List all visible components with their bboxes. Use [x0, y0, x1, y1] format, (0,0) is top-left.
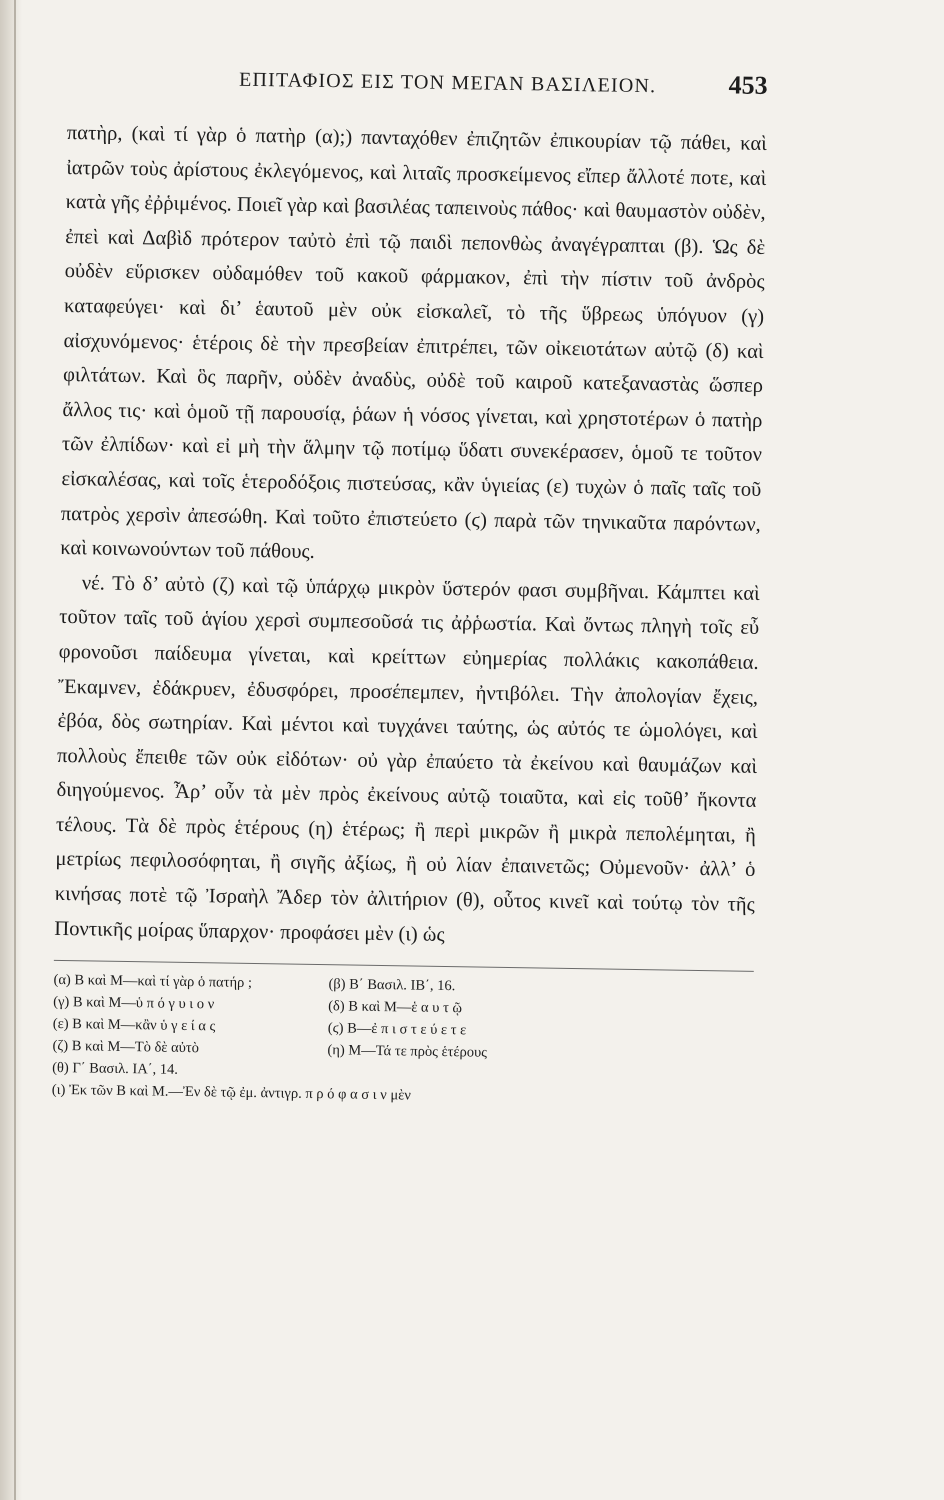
- footnotes: [52, 969, 754, 1112]
- footnote-gamma: (γ) Β καὶ Μ—ὑ π ό γ υ ι ο ν: [53, 994, 215, 1013]
- footnote-stigma: (ϛ) Β—ἐ π ι σ τ ε ύ ε τ ε: [327, 1020, 467, 1039]
- running-head: [67, 60, 768, 121]
- footnote-eta: (η) Μ—Τά τε πρὸς ἑτέρους: [327, 1042, 488, 1061]
- footnote-iota: (ι) Ἐκ τῶν Β καὶ Μ.—Ἐν δὲ τῷ ἐμ. ἀντιγρ. π ρ ό φ α σ ι ν μὲν: [51, 1082, 411, 1104]
- page-edge-line: [14, 0, 16, 1500]
- footnote-epsilon: (ε) Β καὶ Μ—κἂν ὑ γ ε ί α ς: [52, 1016, 216, 1035]
- page-number: 453: [728, 70, 768, 100]
- footnote-delta: (δ) Β καὶ Μ—ἑ α υ τ ῷ: [328, 998, 463, 1017]
- body-text: [54, 116, 767, 957]
- book-page: [52, 60, 768, 1112]
- footnote-beta: (β) Β΄ Βασιλ. ΙΒ΄, 16.: [328, 976, 456, 995]
- paragraph-2: νέ. Τὸ δ’ αὐτὸ (ζ) καὶ τῷ ὑπάρχῳ μικρὸν ὕστερόν φασι συμβῆναι. Κάμπτει καὶ τοῦτον ταῖς τοῦ ἁγίου χερσὶ συμπεσοῦσά τις ἀῤῥωστία. Καὶ ὄντως πληγὴ τοῖς εὖ φρονοῦσι παίδευμα γίνεται, καὶ κρείττων εὐημερίας πολλάκις κακοπάθεια. Ἔκαμνεν, ἐδάκρυεν, ἐδυσφόρει, προσέπεμπεν, ἠντιβόλει. Τὴν ἀπολογίαν ἔχεις, ἐβόα, δὸς σωτηρίαν. Καὶ μέντοι καὶ τυγχάνει ταύτης, ὡς αὐτός τε ὡμολόγει, καὶ πολλοὺς ἔπειθε τῶν οὐκ εἰδότων· οὐ γὰρ ἐπαύετο τὰ ἐκείνου καὶ θαυμάζων καὶ διηγούμενος. Ἆρ’ οὖν τὰ μὲν πρὸς ἐκείνους αὐτῷ τοιαῦτα, καὶ εἰς τοῦθ’ ἥκοντα τέλους. Τὰ δὲ πρὸς ἑτέρους (η) ἑτέρως; ἢ περὶ μικρῶν ἢ μικρὰ πεπολέμηται, ἢ μετρίως πεφιλοσόφηται, ἢ σιγῆς ἀξίως, ἢ οὐ λίαν ἐπαινετῶς; Οὐμενοῦν· ἀλλ’ ὁ κινήσας ποτὲ τῷ Ἰσραὴλ Ἄδερ τὸν ἀλιτήριον (θ), οὗτος κινεῖ καὶ τούτῳ τὸν τῆς Ποντικῆς μοίρας ὕπαρχον· προφάσει μὲν (ι) ὡς: [54, 572, 760, 946]
- footnote-zeta: (ζ) Β καὶ Μ—Τὸ δὲ αὐτὸ: [52, 1038, 200, 1057]
- footnote-alpha: (α) Β καὶ Μ—καὶ τί γὰρ ὁ πατήρ ;: [53, 972, 253, 992]
- paragraph-1: πατὴρ, (καὶ τί γὰρ ὁ πατὴρ (α);) πανταχόθεν ἐπιζητῶν ἐπικουρίαν τῷ πάθει, καὶ ἰατρῶν τοὺς ἀρίστους ἐκλεγόμενος, καὶ λιταῖς προσκείμενος εἴπερ ἄλλοτέ ποτε, καὶ κατὰ γῆς ἐῤῥιμένος. Ποιεῖ γὰρ καὶ βασιλέας ταπεινοὺς πάθος· καὶ θαυμαστὸν οὐδὲν, ἐπεὶ καὶ Δαβὶδ πρότερον ταὐτὸ ἐπὶ τῷ παιδὶ πεπονθὼς ἀναγέγραπται (β). Ὡς δὲ οὐδὲν εὕρισκεν οὐδαμόθεν τοῦ κακοῦ φάρμακον, ἐπὶ τὴν πίστιν τοῦ ἀνδρὸς καταφεύγει· καὶ δι’ ἑαυτοῦ μὲν οὐκ εἰσκαλεῖ, τὸ τῆς ὕβρεως ὑπόγυον (γ) αἰσχυνόμενος· ἑτέροις δὲ τὴν πρεσβείαν ἐπιτρέπει, τῶν οἰκειοτάτων αὐτῷ (δ) καὶ φιλτάτων. Καὶ ὃς παρῆν, οὐδὲν ἀναδὺς, οὐδὲ τοῦ καιροῦ κατεξαναστὰς ὥσπερ ἄλλος τις· καὶ ὁμοῦ τῇ παρουσίᾳ, ῥάων ἡ νόσος γίνεται, καὶ χρηστοτέρων ὁ πατὴρ τῶν ἐλπίδων· καὶ εἰ μὴ τὴν ἅλμην τῷ ποτίμῳ ὕδατι συνεκέρασεν, ὁμοῦ τε τοῦτον εἰσκαλέσας, καὶ τοῖς ἑτεροδόξοις πιστεύσας, κἂν ὑγιείας (ε) τυχὼν ὁ παῖς ταῖς τοῦ πατρὸς χερσὶν ἀπεσώθη. Καὶ τοῦτο ἐπιστεύετο (ϛ) παρὰ τῶν τηνικαῦτα παρόντων, καὶ κοινωνούντων τοῦ πάθους.: [60, 121, 767, 564]
- book-gutter-shadow: [0, 0, 22, 1500]
- footnote-theta: (θ) Γ΄ Βασιλ. ΙΑ΄, 14.: [52, 1060, 179, 1079]
- running-title: ΕΠΙΤΑΦΙΟΣ ΕΙΣ ΤΟΝ ΜΕΓΑΝ ΒΑΣΙΛΕΙΟΝ.: [238, 68, 657, 98]
